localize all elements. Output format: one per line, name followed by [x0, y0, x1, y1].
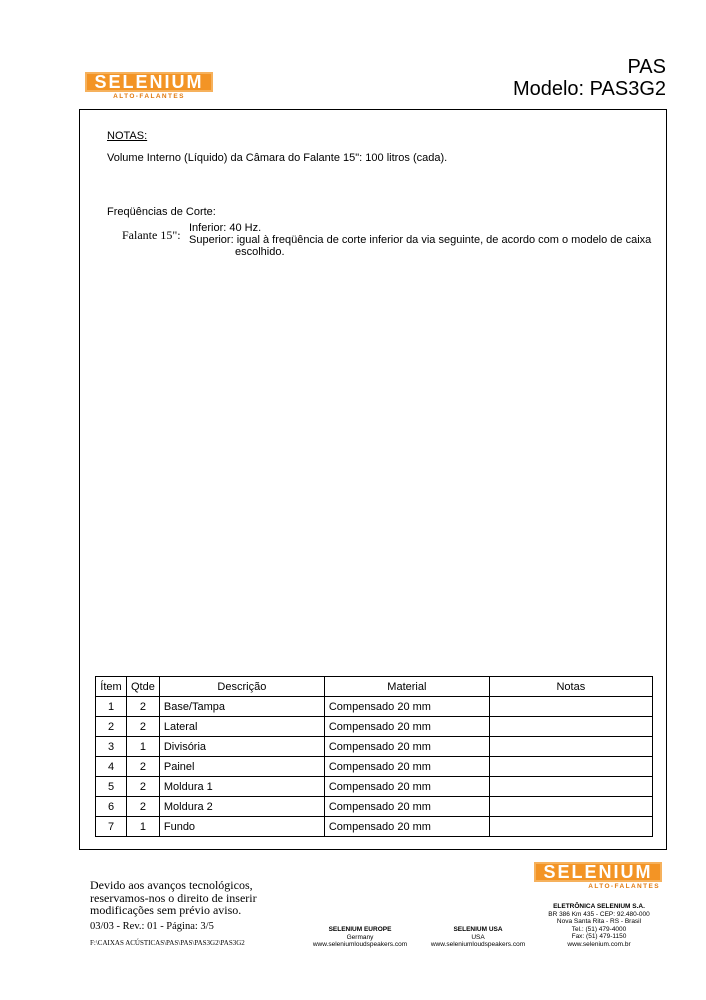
- cell-item: 1: [96, 697, 127, 717]
- office-europe: [300, 926, 420, 949]
- cell-notas: [489, 717, 652, 737]
- cell-desc: Moldura 1: [159, 777, 324, 797]
- cell-material: Compensado 20 mm: [324, 757, 489, 777]
- disclaimer-line: Devido aos avanços tecnológicos,: [90, 878, 253, 892]
- office-usa-name: SELENIUM USA: [453, 926, 503, 933]
- cell-material: Compensado 20 mm: [324, 717, 489, 737]
- office-brazil-city: Nova Santa Rita - RS - Brasil: [556, 918, 642, 925]
- disclaimer-line: modificações sem prévio aviso.: [90, 903, 242, 917]
- parts-table: [95, 676, 653, 837]
- product-code: PAS: [627, 56, 666, 78]
- table-row: [96, 697, 653, 717]
- table-row: [96, 817, 653, 837]
- cell-qtde: 2: [127, 797, 160, 817]
- table-row: [96, 797, 653, 817]
- notes-volume: Volume Interno (Líquido) da Câmara do Falante 15": 100 litros (cada).: [107, 152, 448, 164]
- notes-freq-title: Freqüências de Corte:: [107, 206, 216, 218]
- office-brazil-name: ELETRÔNICA SELENIUM S.A.: [553, 903, 645, 910]
- office-brazil-tel: Tel.: (51) 479-4000: [571, 925, 627, 933]
- freq-superior: Superior: igual à freqüência de corte inferior da via seguinte, de acordo com o modelo de caixa: [189, 234, 652, 246]
- revision-info: 03/03 - Rev.: 01 - Página: 3/5: [90, 921, 214, 932]
- cell-notas: [489, 797, 652, 817]
- cell-material: Compensado 20 mm: [324, 737, 489, 757]
- cell-qtde: 2: [127, 697, 160, 717]
- office-europe-name: SELENIUM EUROPE: [328, 926, 392, 933]
- office-brazil-web: www.selenium.com.br: [567, 940, 631, 948]
- freq-inferior: Inferior: 40 Hz.: [189, 222, 262, 234]
- office-brazil: [538, 903, 660, 948]
- cell-material: Compensado 20 mm: [324, 817, 489, 837]
- table-row: [96, 737, 653, 757]
- cell-item: 5: [96, 777, 127, 797]
- cell-qtde: 1: [127, 737, 160, 757]
- office-usa-country: USA: [471, 933, 485, 941]
- file-path: F:\CAIXAS ACÚSTICAS\PAS\PAS\PAS3G2\PAS3G2: [90, 939, 245, 947]
- brand-logo-footer: [534, 862, 662, 890]
- cell-notas: [489, 737, 652, 757]
- cell-desc: Lateral: [159, 717, 324, 737]
- office-europe-country: Germany: [346, 933, 374, 941]
- cell-qtde: 2: [127, 757, 160, 777]
- cell-material: Compensado 20 mm: [324, 697, 489, 717]
- table-row: [96, 757, 653, 777]
- cell-qtde: 1: [127, 817, 160, 837]
- cell-item: 6: [96, 797, 127, 817]
- disclaimer-line: reservamos-nos o direito de inserir: [90, 890, 257, 905]
- model-title: Modelo: PAS3G2: [512, 78, 666, 100]
- brand-name-footer: SELENIUM: [534, 862, 662, 882]
- table-header-row: [96, 677, 653, 697]
- office-usa-web: www.seleniumloudspeakers.com: [430, 941, 526, 948]
- office-europe-web: www.seleniumloudspeakers.com: [312, 941, 408, 948]
- cell-item: 2: [96, 717, 127, 737]
- office-brazil-fax: Fax: (51) 479-1150: [571, 933, 627, 940]
- falante-label: Falante 15":: [122, 228, 181, 242]
- cell-qtde: 2: [127, 777, 160, 797]
- cell-desc: Divisória: [159, 737, 324, 757]
- cell-notas: [489, 757, 652, 777]
- cell-item: 4: [96, 757, 127, 777]
- office-usa: [420, 926, 536, 949]
- brand-name: SELENIUM: [85, 72, 213, 92]
- cell-material: Compensado 20 mm: [324, 777, 489, 797]
- cell-notas: [489, 817, 652, 837]
- cell-notas: [489, 697, 652, 717]
- cell-notas: [489, 777, 652, 797]
- cell-desc: Base/Tampa: [159, 697, 324, 717]
- freq-superior-cont: escolhido.: [235, 246, 285, 258]
- cell-desc: Moldura 2: [159, 797, 324, 817]
- col-descricao: Descrição: [159, 677, 324, 697]
- brand-tagline: ALTO-FALANTES: [113, 93, 185, 100]
- col-qtde: Qtde: [127, 677, 160, 697]
- freq-details: [189, 222, 659, 258]
- col-notas: Notas: [489, 677, 652, 697]
- table-row: [96, 777, 653, 797]
- cell-desc: Fundo: [159, 817, 324, 837]
- col-item: Ítem: [96, 677, 127, 697]
- cell-item: 3: [96, 737, 127, 757]
- brand-tagline-footer: ALTO-FALANTES: [588, 883, 660, 890]
- cell-material: Compensado 20 mm: [324, 797, 489, 817]
- table-row: [96, 717, 653, 737]
- disclaimer: [90, 879, 257, 917]
- cell-qtde: 2: [127, 717, 160, 737]
- cell-desc: Painel: [159, 757, 324, 777]
- col-material: Material: [324, 677, 489, 697]
- cell-item: 7: [96, 817, 127, 837]
- brand-logo: [85, 72, 213, 100]
- office-brazil-address: BR 386 Km 435 - CEP: 92.480-000: [548, 910, 650, 918]
- notes-title: NOTAS:: [107, 130, 148, 142]
